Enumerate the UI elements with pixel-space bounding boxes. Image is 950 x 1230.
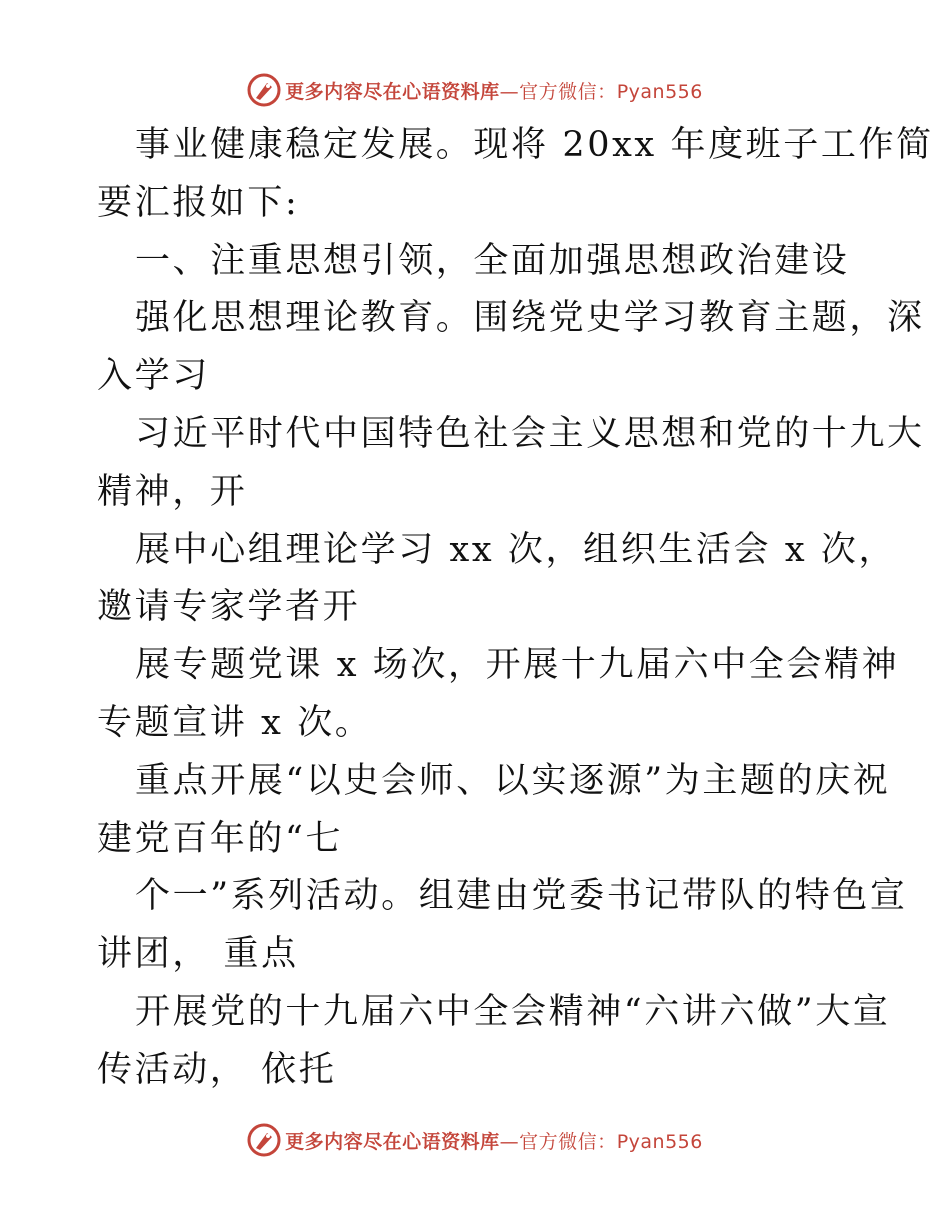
pen-nib-logo-icon [247,1123,281,1157]
text-line: 传活动， 依托 [97,1049,337,1090]
text-line: 强化思想理论教育。围绕党史学习教育主题，深 [135,298,925,339]
text-line: 讲团， 重点 [97,934,299,975]
banner-wechat-id: Pyan556 [616,1130,703,1153]
text-line: 习近平时代中国特色社会主义思想和党的十九大 [135,413,925,454]
banner-label: 官方微信： [519,80,617,103]
banner-title: 更多内容尽在心语资料库 [285,1130,500,1153]
text-line: 个一”系列活动。组建由党委书记带队的特色宣 [135,876,908,917]
text-line: 精神，开 [97,471,248,512]
banner-dash: — [499,1130,520,1153]
banner-caption [285,1127,703,1154]
text-line: 事业健康稳定发展。现将 20xx 年度班子工作简 [135,125,934,165]
text-line: 展专题党课 x 场次，开展十九届六中全会精神 [135,645,900,686]
banner-wechat-id: Pyan556 [616,80,703,103]
section-heading: 一、注重思想引领，全面加强思想政治建设 [135,240,850,281]
document-body [97,117,934,1100]
banner-title: 更多内容尽在心语资料库 [285,80,500,103]
banner-dash: — [499,80,520,103]
text-line: 展中心组理论学习 xx 次，组织生活会 x 次， [135,529,897,570]
footer-banner [0,1120,950,1160]
text-line: 开展党的十九届六中全会精神“六讲六做”大宣 [135,991,891,1032]
banner-caption [285,77,703,104]
text-line: 邀请专家学者开 [97,587,361,628]
text-line: 重点开展“以史会师、以实逐源”为主题的庆祝 [135,760,891,801]
banner-label: 官方微信： [519,1130,617,1153]
pen-nib-logo-icon [247,73,281,107]
text-line: 专题宣讲 x 次。 [97,702,373,743]
text-line: 建党百年的“七 [97,818,344,859]
text-line: 入学习 [97,356,210,397]
header-banner [0,70,950,110]
text-line: 要汇报如下: [97,182,300,223]
